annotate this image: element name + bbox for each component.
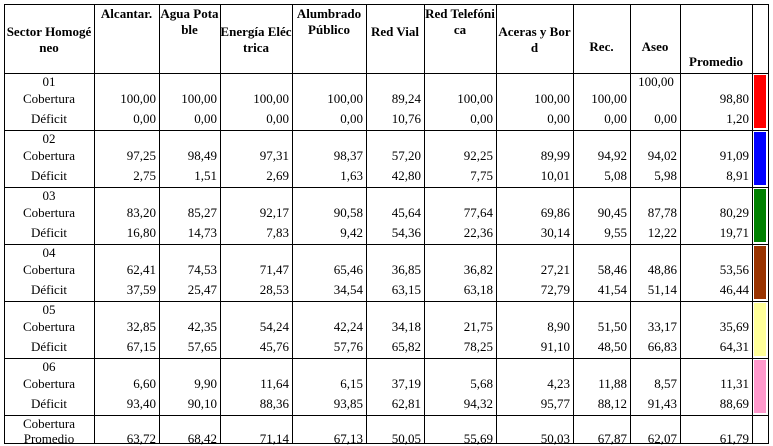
coverage-value: 5,68 [470, 376, 493, 391]
coverage-label: Cobertura [23, 91, 75, 106]
deficit-value: 30,14 [540, 225, 570, 240]
deficit-value: 10,01 [540, 168, 570, 183]
coverage-value: 34,18 [391, 319, 421, 334]
deficit-value: 0,00 [470, 111, 493, 126]
coverage-value: 62,41 [126, 262, 156, 277]
deficit-value: 45,76 [259, 339, 289, 354]
coverage-table [4, 4, 769, 444]
coverage-value: 100,00 [591, 91, 627, 106]
coverage-value: 71,47 [259, 262, 289, 277]
row-border [4, 4, 769, 5]
coverage-value: 100,00 [253, 91, 289, 106]
average-value: 50,03 [540, 431, 570, 446]
deficit-value: 1,63 [340, 168, 363, 183]
deficit-value: 0,00 [133, 111, 156, 126]
column-border [752, 4, 753, 444]
sector-code: 06 [42, 359, 56, 374]
header-col-4: Red Vial [370, 24, 420, 39]
sector-code: 01 [42, 74, 56, 89]
average-value: 67,13 [333, 431, 363, 446]
deficit-value: 0,00 [654, 111, 677, 126]
sector-code: 03 [42, 188, 56, 203]
sector-code: 04 [42, 245, 56, 260]
deficit-value: 0,00 [266, 111, 289, 126]
coverage-value: 94,02 [647, 148, 677, 163]
deficit-value: 93,85 [333, 396, 363, 411]
deficit-value: 62,81 [391, 396, 421, 411]
deficit-value: 57,65 [187, 339, 217, 354]
coverage-value: 69,86 [540, 205, 570, 220]
deficit-value: 88,12 [597, 396, 627, 411]
average-value: 55,69 [463, 431, 493, 446]
deficit-value: 2,69 [266, 168, 289, 183]
coverage-value: 6,60 [133, 376, 156, 391]
row-border [4, 130, 769, 131]
header-col-3: Alumbrado Público [296, 6, 362, 37]
header-col-8: Aseo [641, 39, 669, 54]
deficit-value: 67,15 [126, 339, 156, 354]
deficit-value: 78,25 [463, 339, 493, 354]
deficit-value: 46,44 [719, 282, 749, 297]
average-value: 62,07 [647, 431, 677, 446]
deficit-value: 7,83 [266, 225, 289, 240]
deficit-value: 19,71 [719, 225, 749, 240]
deficit-value: 5,98 [654, 168, 677, 183]
deficit-label: Déficit [30, 396, 68, 411]
deficit-value: 0,00 [194, 111, 217, 126]
deficit-value: 88,69 [719, 396, 749, 411]
column-border [573, 4, 574, 444]
coverage-value: 83,20 [126, 205, 156, 220]
coverage-value: 98,49 [187, 148, 217, 163]
deficit-value: 10,76 [391, 111, 421, 126]
row-border [4, 415, 769, 416]
row-border [4, 244, 769, 245]
deficit-label: Déficit [30, 225, 68, 240]
deficit-label: Déficit [30, 168, 68, 183]
average-label: Cobertura Promedio [23, 416, 75, 446]
deficit-value: 66,83 [647, 339, 677, 354]
row-border [4, 301, 769, 302]
deficit-value: 51,14 [647, 282, 677, 297]
average-value: 68,42 [187, 431, 217, 446]
deficit-label: Déficit [30, 282, 68, 297]
deficit-label: Déficit [30, 111, 68, 126]
coverage-value: 100,00 [120, 91, 156, 106]
header-col-6: Aceras y Bord [498, 24, 571, 55]
row-border [4, 358, 769, 359]
deficit-value: 93,40 [126, 396, 156, 411]
deficit-value: 63,15 [391, 282, 421, 297]
column-border [680, 4, 681, 444]
coverage-value: 100,00 [327, 91, 363, 106]
coverage-value: 11,88 [598, 376, 627, 391]
coverage-value: 98,80 [719, 91, 749, 106]
coverage-label: Cobertura [23, 148, 75, 163]
coverage-value: 32,85 [126, 319, 156, 334]
average-value: 67,87 [597, 431, 627, 446]
deficit-value: 95,77 [540, 396, 570, 411]
deficit-value: 14,73 [187, 225, 217, 240]
average-value: 50,05 [391, 431, 421, 446]
deficit-value: 88,36 [259, 396, 289, 411]
coverage-value: 98,37 [333, 148, 363, 163]
average-value: 63,72 [126, 431, 156, 446]
coverage-value: 94,92 [597, 148, 627, 163]
coverage-value: 90,58 [333, 205, 363, 220]
header-col-1: Agua Potable [160, 6, 219, 37]
coverage-value: 97,25 [126, 148, 156, 163]
deficit-value: 91,43 [647, 396, 677, 411]
column-border [94, 4, 95, 444]
coverage-value: 27,21 [540, 262, 570, 277]
coverage-value: 97,31 [259, 148, 289, 163]
deficit-value: 90,10 [187, 396, 217, 411]
coverage-label: Cobertura [23, 319, 75, 334]
coverage-value: 9,90 [194, 376, 217, 391]
coverage-value: 87,78 [647, 205, 677, 220]
deficit-label: Déficit [30, 339, 68, 354]
coverage-value: 35,69 [719, 319, 749, 334]
coverage-value: 51,50 [597, 319, 627, 334]
average-value: 61,79 [719, 431, 749, 446]
deficit-value: 91,10 [540, 339, 570, 354]
coverage-value: 4,23 [547, 376, 570, 391]
average-value: 71,14 [259, 431, 289, 446]
deficit-value: 34,54 [333, 282, 363, 297]
coverage-value: 53,56 [719, 262, 749, 277]
coverage-label: Cobertura [23, 262, 75, 277]
column-border [220, 4, 221, 444]
coverage-value: 90,45 [597, 205, 627, 220]
deficit-value: 8,91 [726, 168, 749, 183]
coverage-value: 8,90 [547, 319, 570, 334]
sector-color-swatch [754, 189, 766, 242]
header-sector: Sector Homogéneo [6, 24, 92, 55]
coverage-value: 57,20 [391, 148, 421, 163]
coverage-value: 36,85 [391, 262, 421, 277]
deficit-value: 63,18 [463, 282, 493, 297]
coverage-value: 11,64 [260, 376, 289, 391]
deficit-value: 94,32 [463, 396, 493, 411]
coverage-value: 48,86 [647, 262, 677, 277]
coverage-value: 100,00 [181, 91, 217, 106]
deficit-value: 1,51 [194, 168, 217, 183]
header-col-7: Rec. [589, 39, 614, 54]
deficit-value: 7,75 [470, 168, 493, 183]
coverage-value: 11,31 [720, 376, 749, 391]
deficit-value: 57,76 [333, 339, 363, 354]
coverage-value: 33,17 [647, 319, 677, 334]
coverage-label: Cobertura [23, 205, 75, 220]
sector-code: 05 [42, 302, 56, 317]
coverage-value: 42,35 [187, 319, 217, 334]
coverage-value: 91,09 [719, 148, 749, 163]
deficit-value: 28,53 [259, 282, 289, 297]
sector-color-swatch [754, 360, 766, 413]
deficit-value: 0,00 [604, 111, 627, 126]
sector-color-swatch [754, 246, 766, 299]
sector-code: 02 [42, 131, 56, 146]
coverage-value: 77,64 [463, 205, 493, 220]
deficit-value: 48,50 [597, 339, 627, 354]
coverage-label: Cobertura [23, 376, 75, 391]
coverage-value: 36,82 [463, 262, 493, 277]
column-border [496, 4, 497, 444]
coverage-value: 100,00 [457, 91, 493, 106]
header-col-5: Red Telefónica [425, 6, 495, 37]
deficit-value: 22,36 [463, 225, 493, 240]
sector-color-swatch [754, 75, 766, 128]
deficit-value: 5,08 [604, 168, 627, 183]
deficit-value: 65,82 [391, 339, 421, 354]
coverage-value: 65,46 [333, 262, 363, 277]
deficit-value: 16,80 [126, 225, 156, 240]
column-border [768, 4, 769, 444]
deficit-value: 37,59 [126, 282, 156, 297]
deficit-value: 54,36 [391, 225, 421, 240]
coverage-value: 100,00 [534, 91, 570, 106]
coverage-value: 58,46 [597, 262, 627, 277]
coverage-value: 42,24 [333, 319, 363, 334]
coverage-value: 100,00 [638, 74, 674, 89]
row-border [4, 187, 769, 188]
deficit-value: 42,80 [391, 168, 421, 183]
header-col-9: Promedio [689, 54, 743, 69]
sector-color-swatch [754, 303, 766, 356]
deficit-value: 2,75 [133, 168, 156, 183]
deficit-value: 12,22 [647, 225, 677, 240]
deficit-value: 9,42 [340, 225, 363, 240]
coverage-value: 92,25 [463, 148, 493, 163]
column-border [424, 4, 425, 444]
coverage-value: 45,64 [391, 205, 421, 220]
coverage-value: 21,75 [463, 319, 493, 334]
coverage-value: 85,27 [187, 205, 217, 220]
coverage-value: 6,15 [340, 376, 363, 391]
coverage-value: 54,24 [259, 319, 289, 334]
coverage-value: 80,29 [719, 205, 749, 220]
coverage-value: 37,19 [391, 376, 421, 391]
coverage-value: 8,57 [654, 376, 677, 391]
column-border [292, 4, 293, 444]
coverage-value: 89,24 [391, 91, 421, 106]
deficit-value: 41,54 [597, 282, 627, 297]
header-col-0: Alcantar. [100, 6, 153, 21]
deficit-value: 0,00 [340, 111, 363, 126]
deficit-value: 64,31 [719, 339, 749, 354]
column-border [630, 4, 631, 444]
column-border [366, 4, 367, 444]
deficit-value: 25,47 [187, 282, 217, 297]
deficit-value: 72,79 [540, 282, 570, 297]
deficit-value: 0,00 [547, 111, 570, 126]
coverage-value: 74,53 [187, 262, 217, 277]
deficit-value: 1,20 [726, 111, 749, 126]
header-col-2: Energía Eléctrica [220, 24, 292, 55]
coverage-value: 89,99 [540, 148, 570, 163]
sector-color-swatch [754, 132, 766, 185]
deficit-value: 9,55 [604, 225, 627, 240]
column-border [159, 4, 160, 444]
coverage-value: 92,17 [259, 205, 289, 220]
